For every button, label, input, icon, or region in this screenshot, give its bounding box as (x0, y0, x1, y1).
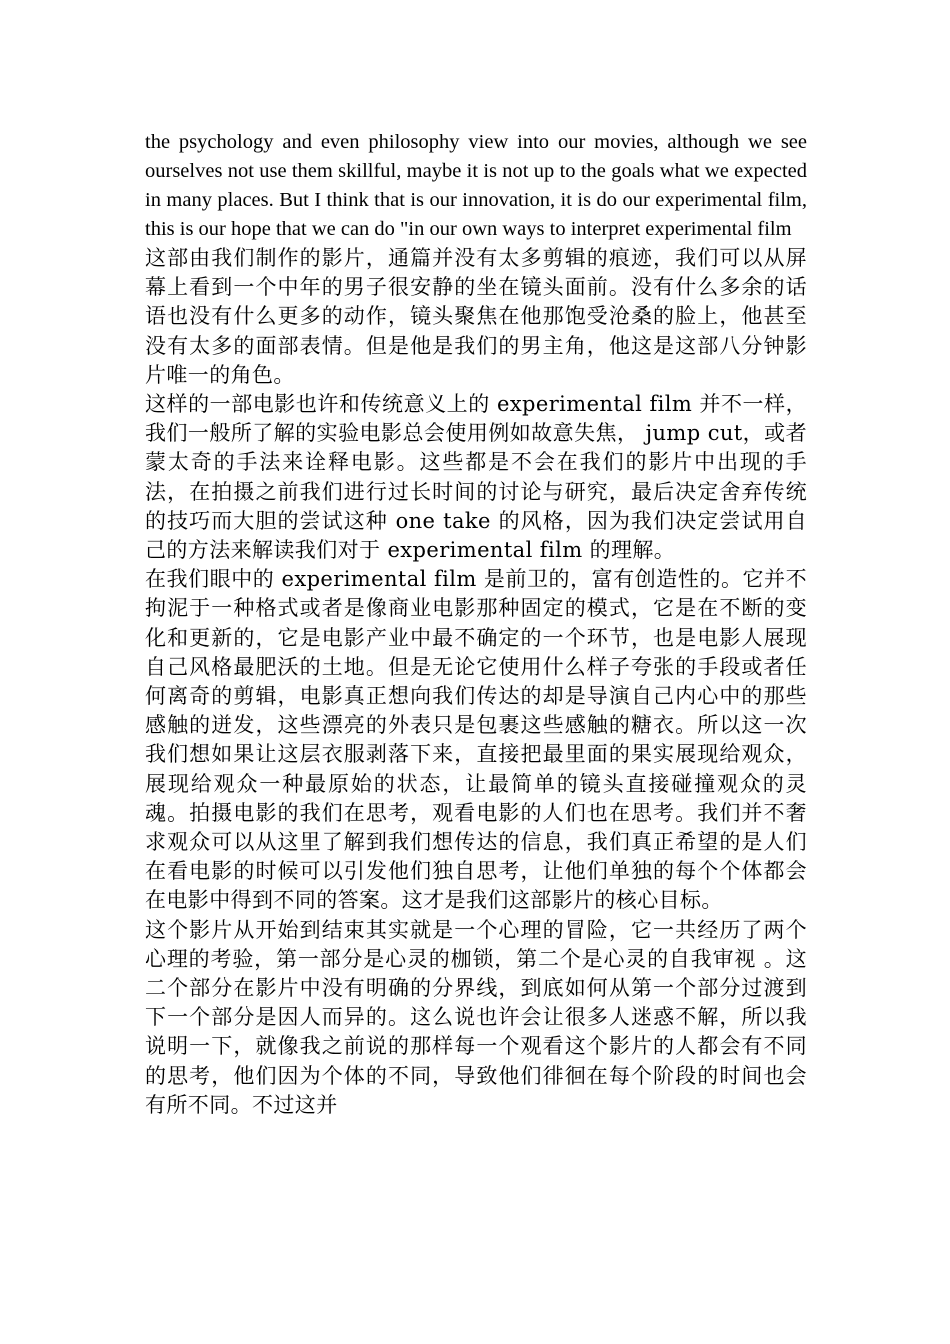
paragraph-experimental-style: 这样的一部电影也许和传统意义上的 experimental film 并不一样，我们一般所了解的实验电影总会使用例如故意失焦， jump cut，或者蒙太奇的手法来诠释电影。这些都是不会在我们的影片中出现的手法，在拍摄之前我们进行过长时间的讨论与研究，最后决定舍弃传统的技巧而大胆的尝试这种 one take 的风格，因为我们决定尝试用自己的方法来解读我们对于 experimental film 的理解。 (145, 392, 807, 563)
document-page (145, 128, 807, 1120)
paragraph-film-description: 这部由我们制作的影片，通篇并没有太多剪辑的痕迹，我们可以从屏幕上看到一个中年的男子很安静的坐在镜头面前。没有什么多余的话语也没有什么更多的动作，镜头聚焦在他那饱受沧桑的脸上，他甚至没有太多的面部表情。但是他是我们的男主角，他这是这部八分钟影片唯一的角色。 (145, 246, 807, 387)
paragraph-english-intro: the psychology and even philosophy view into our movies, although we see ourselves not use them skillful, maybe it is not up to the goals what we expected in many places. But I think that is our innovation, it is do our experimental film, this is our hope that we can do "in our own ways to interpret experimental film (145, 131, 807, 240)
paragraph-experimental-meaning: 在我们眼中的 experimental film 是前卫的，富有创造性的。它并不拘泥于一种格式或者是像商业电影那种固定的模式，它是在不断的变化和更新的，它是电影产业中最不确定的一个环节，也是电影人展现自己风格最肥沃的土地。但是无论它使用什么样子夸张的手段或者任何离奇的剪辑，电影真正想向我们传达的却是导演自己内心中的那些感触的迸发，这些漂亮的外表只是包裹这些感触的糖衣。所以这一次我们想如果让这层衣服剥落下来，直接把最里面的果实展现给观众，展现给观众一种最原始的状态，让最简单的镜头直接碰撞观众的灵魂。拍摄电影的我们在思考，观看电影的人们也在思考。我们并不奢求观众可以从这里了解到我们想传达的信息，我们真正希望的是人们在看电影的时候可以引发他们独自思考，让他们单独的每个个体都会在电影中得到不同的答案。这才是我们这部影片的核心目标。 (145, 567, 807, 913)
paragraph-psychological-adventure: 这个影片从开始到结束其实就是一个心理的冒险，它一共经历了两个心理的考验，第一部分是心灵的枷锁，第二个是心灵的自我审视 。这二个部分在影片中没有明确的分界线，到底如何从第一个部分过渡到下一个部分是因人而异的。这么说也许会让很多人迷惑不解，所以我说明一下，就像我之前说的那样每一个观看这个影片的人都会有不同的思考，他们因为个体的不同，导致他们徘徊在每个阶段的时间也会有所不同。不过这并 (145, 917, 807, 1117)
